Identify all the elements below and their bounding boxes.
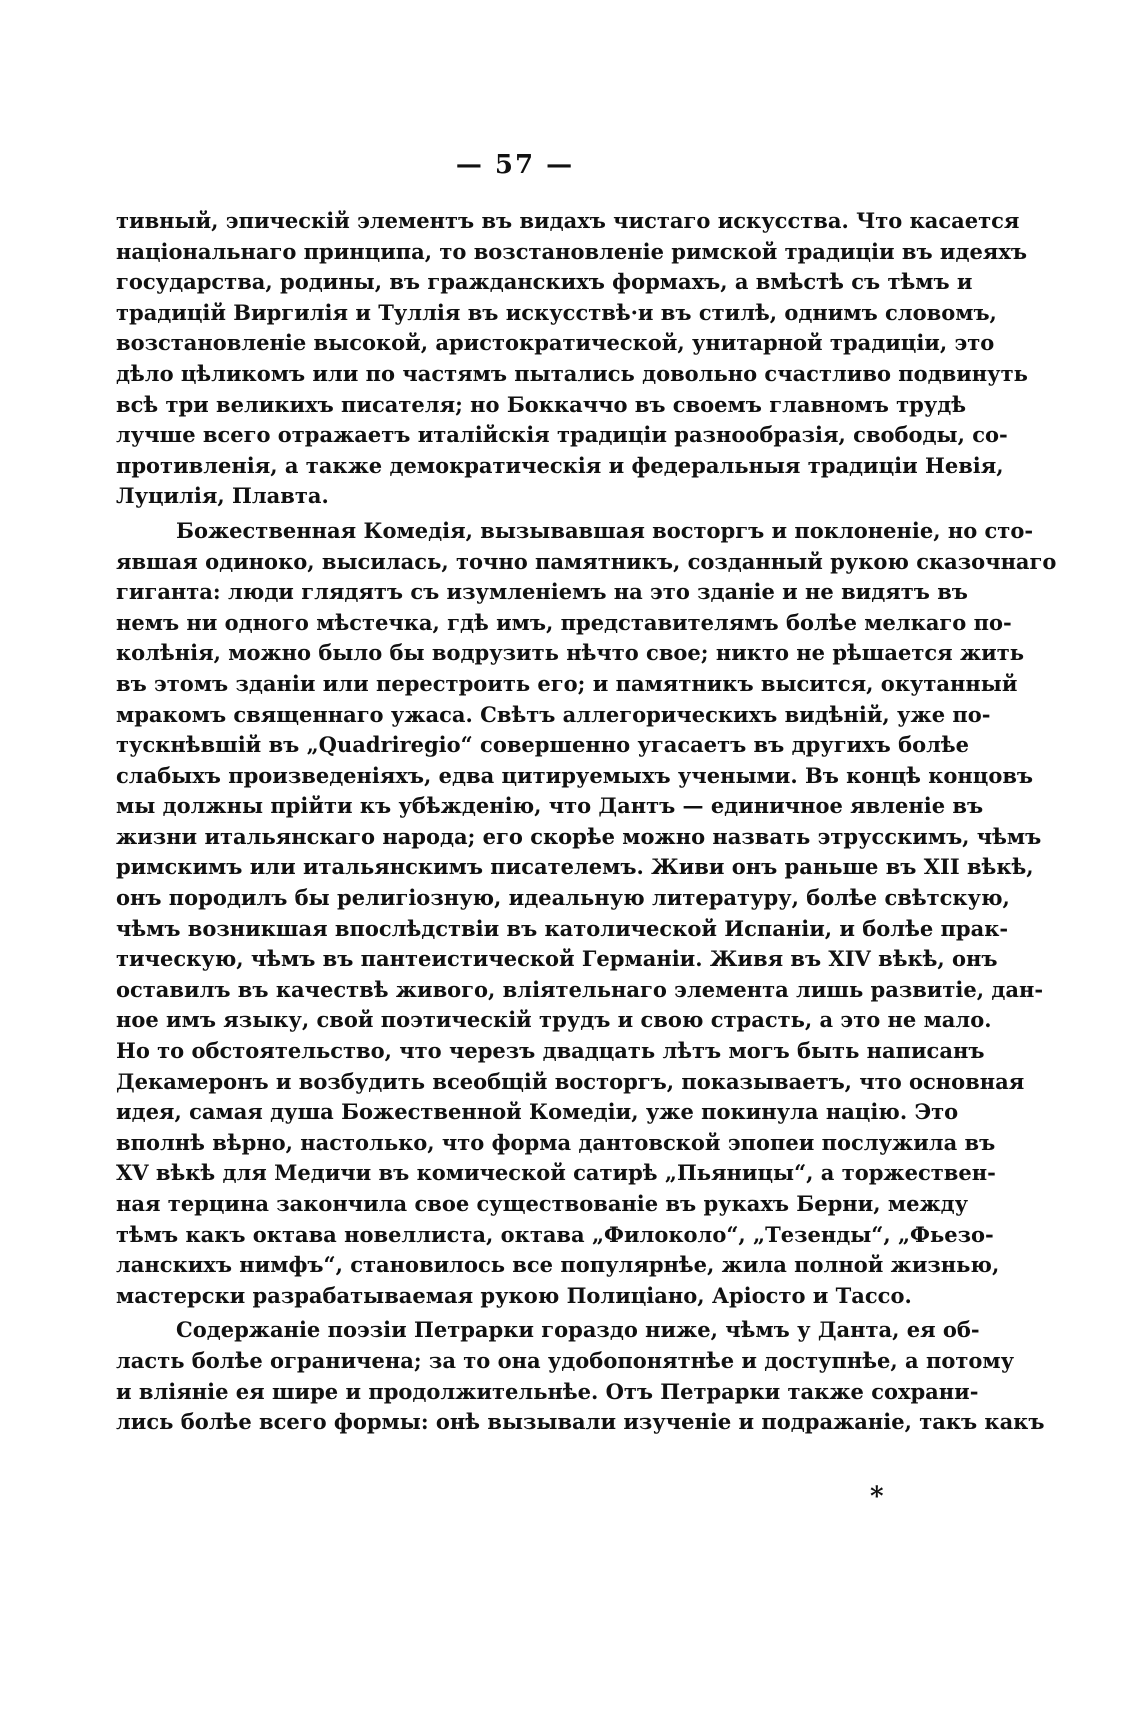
text-line: тическую, чѣмъ въ пантеистической Германіи. Живя въ XIV вѣкѣ, онъ [116,946,998,972]
text-line: противленія, а также демократическія и федеральныя традиціи Невія, [116,452,1004,478]
paragraph [116,206,1028,512]
paragraph [116,1315,1045,1437]
page-number: — 57 — [455,150,575,180]
text-line: вполнѣ вѣрно, настолько, что форма дантовской эпопеи послужила въ [116,1129,996,1155]
text-line: мы должны прійти къ убѣжденію, что Дантъ — единичное явленіе въ [116,793,984,819]
text-line: чѣмъ возникшая впослѣдствіи въ католической Испаніи, и болѣе прак- [116,915,1009,941]
text-line: мракомъ священнаго ужаса. Свѣтъ аллегорическихъ видѣній, уже по- [116,701,991,727]
text-line: Но то обстоятельство, что черезъ двадцать лѣтъ могъ быть написанъ [116,1038,985,1064]
text-line: лись болѣе всего формы: онѣ вызывали изученіе и подражаніе, такъ какъ [116,1409,1045,1435]
text-line: и вліяніе ея шире и продолжительнѣе. Отъ Петрарки также сохрани- [116,1378,979,1404]
text-line: въ этомъ зданіи или перестроить его; и памятникъ высится, окутанный [116,670,1018,696]
text-line: онъ породилъ бы религіозную, идеальную литературу, болѣе свѣтскую, [116,885,1010,911]
text-line: ное имъ языку, свой поэтическій трудъ и свою страсть, а это не мало. [116,1007,992,1033]
text-line: Декамеронъ и возбудить всеобщій восторгъ, показываетъ, что основная [116,1068,1025,1094]
text-line: тускнѣвшій въ „Quadrіregio“ совершенно угасаетъ въ другихъ болѣе [116,732,970,758]
text-line: Луцилія, Плавта. [116,483,329,509]
text-line: государства, родины, въ гражданскихъ формахъ, а вмѣстѣ съ тѣмъ и [116,269,973,295]
text-line: ланскихъ нимфъ“, становилось все популярнѣе, жила полной жизнью, [116,1252,1000,1278]
text-line: Содержаніе поэзіи Петрарки гораздо ниже, чѣмъ у Данта, ея об- [176,1317,980,1343]
text-line: традицій Виргилія и Туллія въ искусствѣ·и въ стилѣ, однимъ словомъ, [116,299,997,325]
text-line: тивный, эпическій элементъ въ видахъ чистаго искусства. Что касается [116,208,1020,233]
text-line: всѣ три великихъ писателя; но Боккаччо въ своемъ главномъ трудѣ [116,391,967,417]
text-line: національнаго принципа, то возстановленіе римской традиціи въ идеяхъ [116,238,1027,264]
text-line: немъ ни одного мѣстечка, гдѣ имъ, представителямъ болѣе мелкаго по- [116,609,1012,635]
text-line: оставилъ въ качествѣ живого, вліятельнаго элемента лишь развитіе, дан- [116,976,1044,1002]
paragraph [116,516,1057,1311]
text-line: жизни итальянскаго народа; его скорѣе можно назвать этрусскимъ, чѣмъ [116,823,1042,849]
text-line: мастерски разрабатываемая рукою Полиціано, Аріосто и Тассо. [116,1282,912,1308]
text-line: лучше всего отражаетъ италійскія традиціи разнообразія, свободы, со- [116,422,1008,448]
text-line: идея, самая душа Божественной Комедіи, уже покинула націю. Это [116,1099,959,1125]
text-line: колѣнія, можно было бы водрузить нѣчто свое; никто не рѣшается жить [116,640,1024,666]
text-line: ласть болѣе ограничена; за то она удобопонятнѣе и доступнѣе, а потому [116,1347,1015,1373]
text-line: возстановленіе высокой, аристократической, унитарной традиціи, это [116,330,995,356]
text-line: дѣло цѣликомъ или по частямъ пытались довольно счастливо подвинуть [116,360,1028,386]
text-line: тѣмъ какъ октава новеллиста, октава „Филоколо“, „Тезенды“, „Фьезо- [116,1221,994,1247]
text-line: явшая одиноко, высилась, точно памятникъ, созданный рукою сказочнаго [116,548,1057,574]
text-line: ная терцина закончила свое существованіе въ рукахъ Берни, между [116,1191,969,1216]
text-line: гиганта: люди глядятъ съ изумленіемъ на это зданіе и не видятъ въ [116,579,968,605]
text-line: слабыхъ произведеніяхъ, едва цитируемыхъ учеными. Въ концѣ концовъ [116,762,1034,788]
text-line: XV вѣкѣ для Медичи въ комической сатирѣ „Пьяницы“, а торжествен- [116,1160,996,1186]
text-line: Божественная Комедія, вызывавшая восторгъ и поклоненіе, но сто- [176,517,1034,543]
text-line: римскимъ или итальянскимъ писателемъ. Живи онъ раньше въ XII вѣкѣ, [116,854,1034,880]
text-body [116,206,1057,1438]
footnote-mark: * [870,1482,884,1512]
